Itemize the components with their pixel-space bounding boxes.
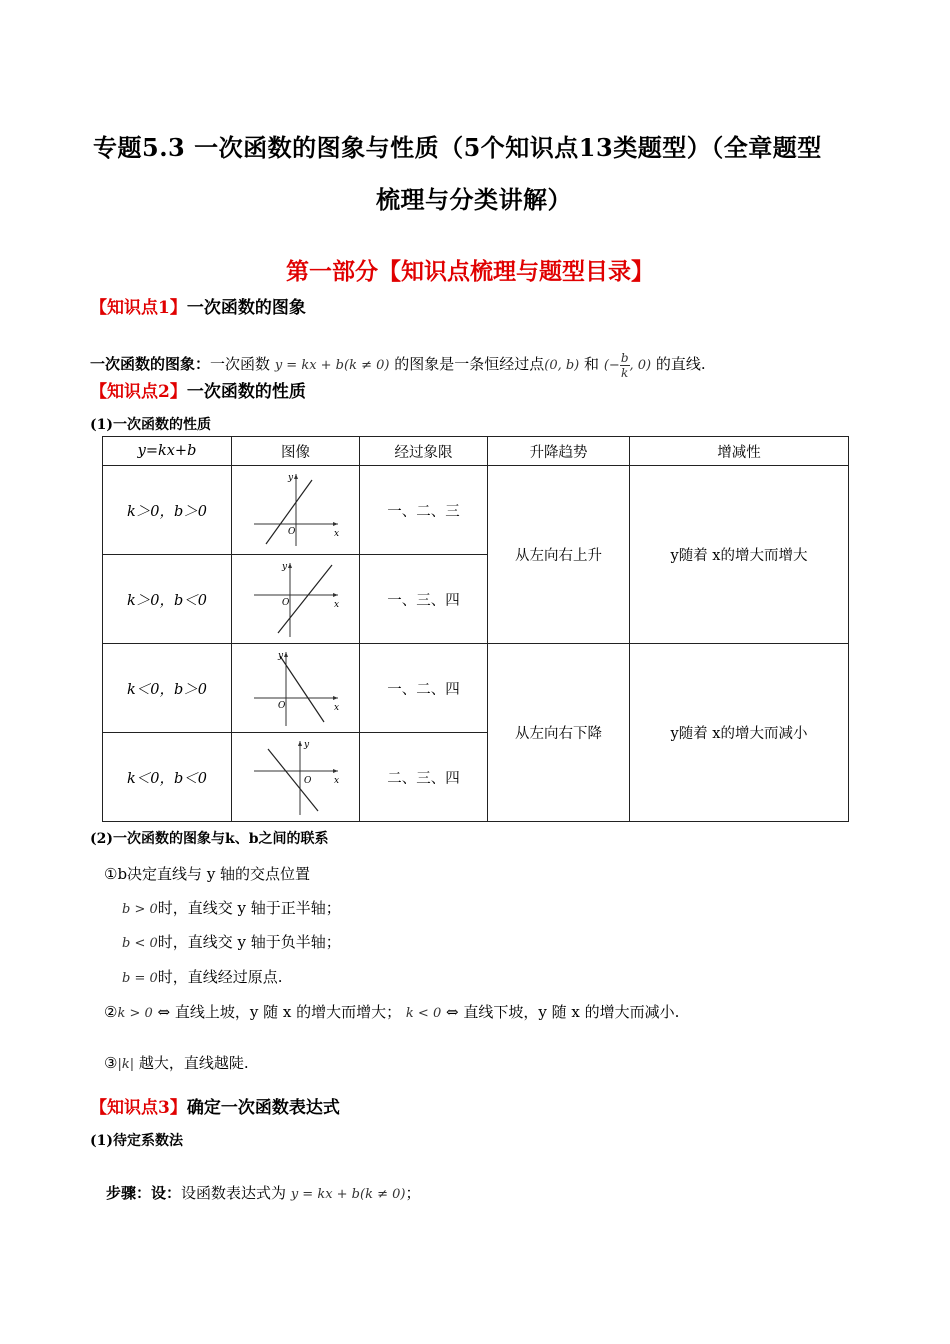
b-negative-math: b < 0: [122, 936, 158, 951]
properties-table: [102, 436, 849, 822]
quadrants-cell: 一、三、四: [360, 555, 488, 644]
quadrants-cell: 一、二、四: [360, 644, 488, 733]
page-title-line2: 梳理与分类讲解）: [376, 185, 572, 214]
kp1-point1: (0, b): [544, 358, 580, 373]
graph-k-pos-b-neg: [248, 559, 344, 639]
part1-heading: 第一部分【知识点梳理与题型目录】: [286, 258, 654, 285]
svg-text:x: x: [333, 703, 339, 713]
graph-cell: [232, 644, 360, 733]
svg-text:y: y: [303, 740, 309, 750]
k-positive-text: ⇔ 直线上坡，y 随 x 的增大而增大；: [157, 1003, 402, 1021]
b-zero-text: 时，直线经过原点.: [157, 968, 283, 986]
kp1-title: 一次函数的图象: [186, 298, 306, 318]
header-quadrants: 经过象限: [360, 437, 488, 466]
kp3-heading: [90, 1093, 340, 1118]
b-positive-line: [122, 897, 341, 918]
quadrants-cell: 二、三、四: [360, 733, 488, 822]
kp1-text-b: 的图象是一条恒经过点: [394, 355, 545, 373]
abs-k-math: |k|: [117, 1057, 135, 1072]
table-row: [103, 644, 849, 733]
header-graph: 图像: [232, 437, 360, 466]
condition-cell: k＜0，b＞0: [103, 644, 232, 733]
kp3-step: 步骤：设：设函数表达式为 y = kx + b(k ≠ 0)；: [106, 1184, 421, 1202]
kp2-sub2: (2)一次函数的图象与k、b之间的联系: [90, 831, 329, 847]
svg-text:x: x: [333, 529, 339, 539]
kp2-item1: ①b决定直线与 y 轴的交点位置: [104, 865, 311, 883]
kp3-title: 确定一次函数表达式: [186, 1098, 340, 1118]
svg-text:O: O: [303, 776, 311, 786]
header-trend: 升降趋势: [488, 437, 630, 466]
trend-down-cell: 从左向右下降: [488, 644, 630, 822]
condition-cell: k＞0，b＜0: [103, 555, 232, 644]
kp2-heading: [90, 377, 306, 402]
header-monotonicity: 增减性: [630, 437, 849, 466]
condition-cell: k＞0，b＞0: [103, 466, 232, 555]
graph-cell: [232, 555, 360, 644]
kp1-label: 一次函数的图象：: [90, 355, 211, 373]
mono-dec-cell: y随着 x的增大而减小: [630, 644, 849, 822]
svg-text:y: y: [281, 562, 287, 572]
kp1-formula: y = kx + b(k ≠ 0): [274, 358, 390, 373]
b-zero-math: b = 0: [122, 971, 158, 986]
k-negative-text: ⇔ 直线下坡，y 随 x 的增大而减小.: [446, 1003, 680, 1021]
svg-text:O: O: [287, 527, 295, 537]
kp2-title: 一次函数的性质: [186, 382, 306, 402]
kp1-tag: 【知识点1】: [90, 298, 187, 318]
quadrants-cell: 一、二、三: [360, 466, 488, 555]
kp1-point2: (− $\frac{b}{k}$ , 0): [603, 351, 652, 380]
svg-text:x: x: [333, 776, 339, 786]
graph-cell: [232, 466, 360, 555]
kp2-item3-text: 越大，直线越陡.: [138, 1054, 249, 1072]
page-title-line1: 专题5.3 一次函数的图象与性质（5个知识点13类题型）（全章题型: [93, 133, 822, 162]
kp3-tag: 【知识点3】: [90, 1098, 187, 1118]
kp1-definition: [90, 351, 706, 380]
b-negative-line: [122, 931, 341, 952]
kp1-text-c: 和: [584, 355, 600, 373]
kp1-text-a: 一次函数: [210, 355, 271, 373]
kp3-sub1: (1)待定系数法: [90, 1133, 183, 1149]
kp3-step-formula: y = kx + b(k ≠ 0): [290, 1187, 406, 1202]
graph-cell: [232, 733, 360, 822]
b-positive-math: b > 0: [122, 902, 158, 917]
graph-k-pos-b-pos: [248, 470, 344, 550]
kp3-step-label: 步骤：设：: [106, 1184, 182, 1202]
b-zero-line: [122, 966, 283, 987]
kp3-step-text: 设函数表达式为: [181, 1184, 287, 1202]
header-equation: y=kx+b: [103, 437, 232, 466]
kp2-item3: ③|k| 越大，直线越陡.: [104, 1054, 249, 1072]
kp1-text-d: 的直线.: [655, 355, 706, 373]
kp2-tag: 【知识点2】: [90, 382, 187, 402]
graph-k-neg-b-neg: [248, 737, 344, 817]
svg-text:y: y: [287, 473, 293, 483]
svg-text:y: y: [277, 651, 283, 661]
kp2-sub1: (1)一次函数的性质: [90, 417, 211, 433]
graph-k-neg-b-pos: [248, 648, 344, 728]
table-header-row: [103, 437, 849, 466]
svg-text:x: x: [333, 600, 339, 610]
k-negative-math: k < 0: [405, 1006, 442, 1021]
trend-up-cell: 从左向右上升: [488, 466, 630, 644]
kp1-heading: [90, 293, 306, 318]
b-negative-text: 时，直线交 y 轴于负半轴；: [157, 933, 341, 951]
b-positive-text: 时，直线交 y 轴于正半轴；: [157, 899, 341, 917]
kp2-item2: ②k > 0 ⇔ 直线上坡，y 随 x 的增大而增大； k < 0 ⇔ 直线下坡，y 随 x 的增大而减小.: [104, 1003, 680, 1021]
mono-inc-cell: y随着 x的增大而增大: [630, 466, 849, 644]
svg-text:O: O: [277, 701, 285, 711]
condition-cell: k＜0，b＜0: [103, 733, 232, 822]
table-row: [103, 466, 849, 555]
svg-text:O: O: [281, 598, 289, 608]
k-positive-math: k > 0: [117, 1006, 153, 1021]
